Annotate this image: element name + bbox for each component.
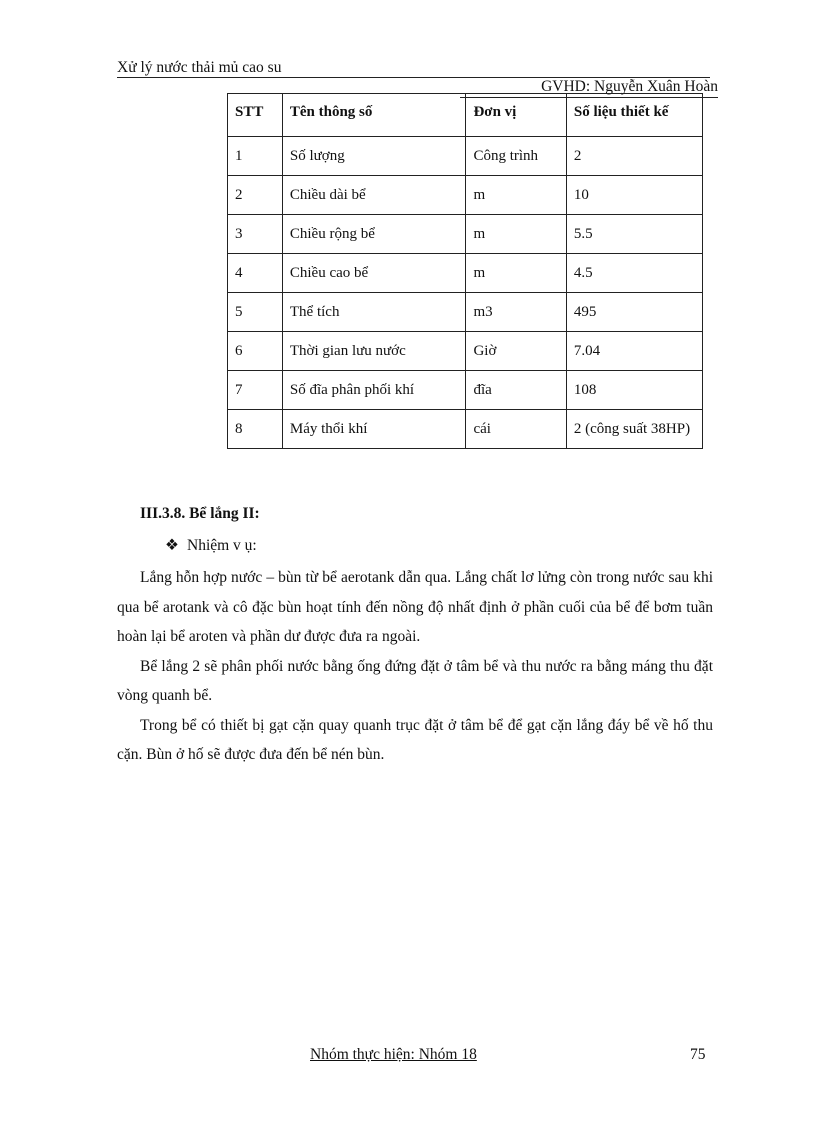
cell-parameter: Số đĩa phân phối khí bbox=[282, 371, 466, 410]
table-row bbox=[228, 215, 703, 254]
document-header-supervisor: GVHD: Nguyễn Xuân Hoàn bbox=[460, 77, 718, 98]
cell-value: 2 bbox=[566, 137, 702, 176]
cell-unit: m bbox=[466, 254, 566, 293]
cell-value: 10 bbox=[566, 176, 702, 215]
paragraph: Trong bể có thiết bị gạt cặn quay quanh trục đặt ở tâm bể để gạt cặn lắng đáy bể về hố thu cặn. Bùn ở hố sẽ được đưa đến bể nén bùn. bbox=[117, 716, 713, 763]
footer-group-label: Nhóm thực hiện: Nhóm 18 bbox=[310, 1046, 477, 1063]
cell-value: 495 bbox=[566, 293, 702, 332]
table-row bbox=[228, 137, 703, 176]
cell-value: 5.5 bbox=[566, 215, 702, 254]
cell-stt: 4 bbox=[228, 254, 283, 293]
cell-unit: m bbox=[466, 215, 566, 254]
page-number: 75 bbox=[690, 1046, 706, 1063]
cell-stt: 8 bbox=[228, 410, 283, 449]
cell-unit: m bbox=[466, 176, 566, 215]
cell-parameter: Chiều rộng bể bbox=[282, 215, 466, 254]
section-heading: III.3.8. Bể lắng II: bbox=[140, 505, 260, 522]
cell-stt: 7 bbox=[228, 371, 283, 410]
table-header-row bbox=[228, 94, 703, 137]
cell-unit: Giờ bbox=[466, 332, 566, 371]
cell-value: 7.04 bbox=[566, 332, 702, 371]
paragraph: Lắng hỗn hợp nước – bùn từ bể aerotank dẫn qua. Lắng chất lơ lửng còn trong nước sau khi qua bể arotank và cô đặc bùn hoạt tính đến nồng độ nhất định ở phần cuối của bể để bơm tuần hoàn lại bể aroten và phần dư được đưa ra ngoài. bbox=[117, 569, 713, 645]
cell-parameter: Thời gian lưu nước bbox=[282, 332, 466, 371]
column-header-design-value: Số liệu thiết kế bbox=[566, 94, 702, 137]
table-row bbox=[228, 371, 703, 410]
cell-unit: đĩa bbox=[466, 371, 566, 410]
column-header-unit: Đơn vị bbox=[466, 94, 566, 137]
cell-parameter: Thể tích bbox=[282, 293, 466, 332]
task-bullet bbox=[165, 536, 257, 555]
table-row bbox=[228, 176, 703, 215]
cell-unit: Công trình bbox=[466, 137, 566, 176]
table-row bbox=[228, 293, 703, 332]
cell-unit: m3 bbox=[466, 293, 566, 332]
cell-value: 2 (công suất 38HP) bbox=[566, 410, 702, 449]
cell-parameter: Chiều dài bể bbox=[282, 176, 466, 215]
table-row bbox=[228, 332, 703, 371]
cell-parameter: Chiều cao bể bbox=[282, 254, 466, 293]
cell-stt: 6 bbox=[228, 332, 283, 371]
cell-stt: 2 bbox=[228, 176, 283, 215]
column-header-stt: STT bbox=[228, 94, 283, 137]
diamond-bullet-icon: ❖ bbox=[165, 537, 179, 554]
cell-stt: 1 bbox=[228, 137, 283, 176]
table-row bbox=[228, 410, 703, 449]
cell-parameter: Máy thổi khí bbox=[282, 410, 466, 449]
cell-parameter: Số lượng bbox=[282, 137, 466, 176]
design-parameters-table bbox=[227, 93, 703, 449]
paragraph: Bể lắng 2 sẽ phân phối nước bằng ống đứng đặt ở tâm bể và thu nước ra bằng máng thu đặt vòng quanh bể. bbox=[117, 657, 713, 704]
section-body bbox=[117, 563, 713, 770]
document-header-title: Xử lý nước thải mủ cao su bbox=[117, 58, 710, 78]
bullet-label: Nhiệm v ụ: bbox=[187, 537, 257, 554]
cell-stt: 5 bbox=[228, 293, 283, 332]
table-row bbox=[228, 254, 703, 293]
column-header-parameter: Tên thông số bbox=[282, 94, 466, 137]
cell-stt: 3 bbox=[228, 215, 283, 254]
cell-unit: cái bbox=[466, 410, 566, 449]
cell-value: 4.5 bbox=[566, 254, 702, 293]
cell-value: 108 bbox=[566, 371, 702, 410]
